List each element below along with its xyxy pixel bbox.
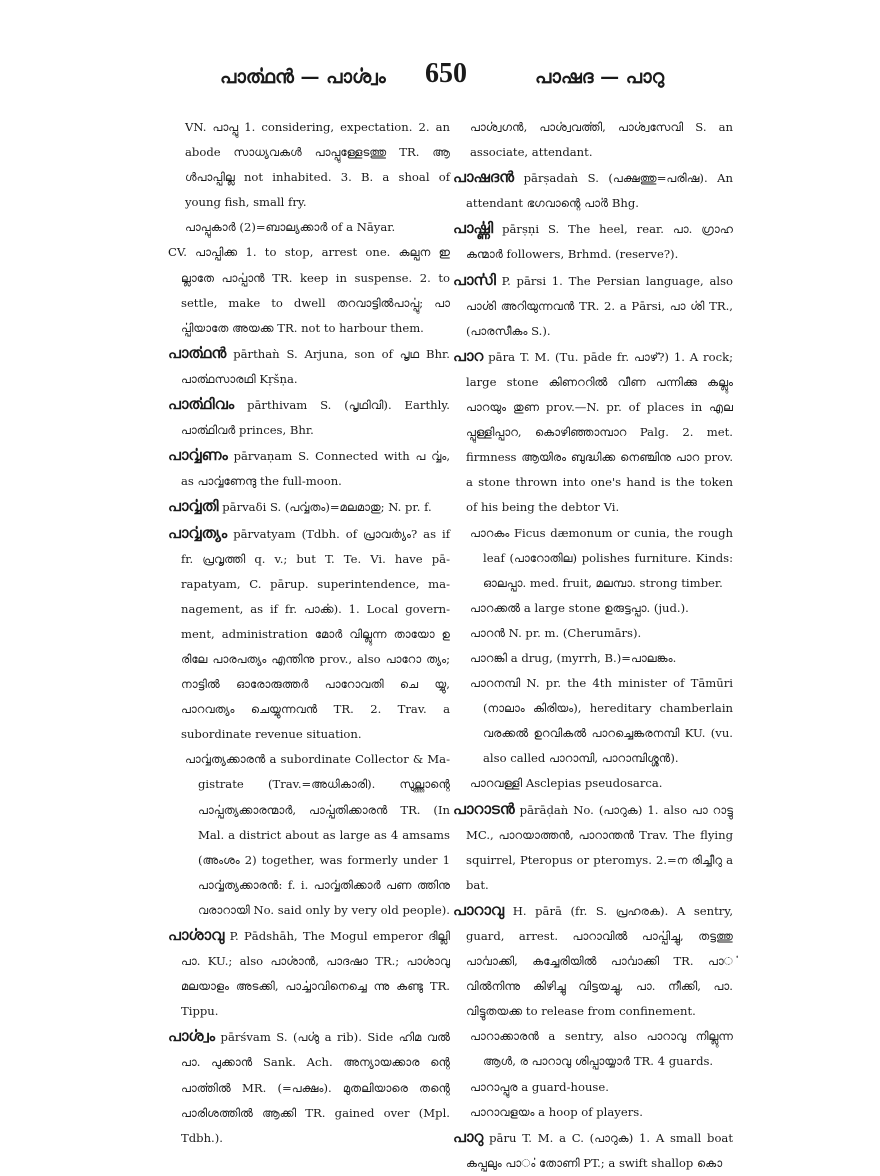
dictionary-entry bbox=[453, 1125, 733, 1176]
entry-headword: പാൎവ്വണം bbox=[168, 446, 228, 465]
entry-text: P. pārsi 1. The Persian language, also പാൎശി അറിയുന്നവൻ TR. 2. a Pārsi, പാ ൎശി TR., (പാരസീകം S.). bbox=[466, 273, 734, 338]
dictionary-entry bbox=[168, 341, 450, 392]
dictionary-entry bbox=[453, 268, 733, 344]
entry-headword: പാൎവ്വത്യം bbox=[168, 523, 228, 542]
entry-text: P. Pādshāh, The Mogul emperor ദില്ലി പാ. KU.; also പാൎശാൻ, പാദഷാ TR.; പാൎശാവു മലയാളം അടക്കി, പാൎച്ചാവിനെച്ചെ ന്നു കണ്ടു TR. Tippu. bbox=[181, 929, 450, 1019]
entry-text: pārāḍaǹ No. (പാറുക) 1. also പാ റാട്ടു MC., പാറയാത്തൻ, പാറാന്തൻ Trav. The flying squirrel, Pteropus or pteromys. 2.=ന രിച്ചീറു a bat. bbox=[466, 802, 734, 892]
entry-text: പാൎവ്വത്യക്കാരൻ a subordinate Collector & Ma- gistrate (Trav.=അധികാരി). സുല്ത്താന്റെ പാൎപ്പത്യക്കാരന്മാർ, പാൎപ്പതിക്കാരൻ TR. (In Mal. a district about as large as 4 amsams (അംശം 2) together, was formerly under 1 പാൎവ്വത്യക്കാരൻ: f. i. പാൎവ്വതിക്കാർ പണ ത്തിനു വരാറായി No. said only by very old people). bbox=[185, 752, 450, 917]
sub-entry bbox=[453, 671, 733, 771]
entry-headword: പാറ bbox=[453, 346, 484, 365]
entry-text: പാറവള്ളി Asclepias pseudosarca. bbox=[470, 776, 663, 791]
sub-entry bbox=[453, 1024, 733, 1074]
entry-text: VN. പാപ്പു 1. considering, expectation. 2. an abode സാധ്യവകൾ പാപ്പുള്ളേടത്തു TR. ആ ൾപാപ്പില്ല not inhabited. 3. B. a shoal of young fish, small fry. bbox=[185, 120, 450, 210]
entry-text: പാറാപ്പുര a guard-house. bbox=[470, 1079, 609, 1094]
entry-text: pārvaδi S. (പൎവ്വതം)=മലമാതു; N. pr. f. bbox=[222, 500, 432, 515]
entry-text: പാറാവളയം a hoop of players. bbox=[470, 1104, 643, 1119]
entry-text: പാൎശ്വഗൻ, പാൎശ്വവൎത്തി, പാൎശ്വസേവി S. an associate, attendant. bbox=[470, 120, 733, 160]
right-column bbox=[453, 115, 733, 1176]
dictionary-entry bbox=[168, 115, 450, 215]
entry-headword: പാൎശ്വം bbox=[168, 1027, 216, 1046]
entry-text: പാറനമ്പി N. pr. the 4th minister of Tāmūri (നാലാം കിരിയം), hereditary chamberlain വരക്കൽ ഉറവികൽ പാറച്ചെങ്കരനമ്പി KU. (vu. also called പാറാമ്പി, പാറാമ്പിശ്ശൻ). bbox=[470, 676, 733, 766]
header-left-guideword: പാൎത്ഥൻ — പാൎശ്വം bbox=[220, 66, 386, 88]
entry-text: pārśvam S. (പൎശു a rib). Side ഹിമ വൽ പാ. പുക്കാൻ Sank. Ach. അന്യായക്കാര ന്റെ പാൎത്തിൽ MR. (=പക്ഷം). മുതലിയാരെ തന്റെ പാരിശത്തിൽ ആക്കി TR. gained over (Mpl. Tdbh.). bbox=[181, 1030, 450, 1145]
sub-entry bbox=[453, 646, 733, 671]
entry-headword: പാൎത്ഥൻ bbox=[168, 343, 227, 362]
entry-text: പാറക്കൽ a large stone ഉരുട്ടപ്പാ. (jud.). bbox=[470, 600, 689, 615]
entry-headword: പാഷദൻ bbox=[453, 168, 515, 187]
sub-entry bbox=[453, 1075, 733, 1100]
entry-text: pārvaṇam S. Connected with പ ൎവ്വം, as പാൎവ്വണേന്ദു the full-moon. bbox=[181, 449, 451, 489]
dictionary-entry bbox=[168, 1024, 450, 1150]
entry-text: pāru T. M. a C. (പാറുക) 1. A small boat കപ്പലും പാൎം തോണി PT.; a swift shallop കൊ bbox=[466, 1130, 734, 1170]
entry-headword: പാൎശാവു bbox=[168, 926, 225, 944]
dictionary-entry bbox=[168, 392, 450, 443]
dictionary-entry bbox=[453, 165, 733, 216]
page-header bbox=[170, 58, 730, 98]
dictionary-entry bbox=[453, 115, 733, 165]
entry-headword: പാൎസി bbox=[453, 270, 496, 289]
entry-text: പാറങ്കി a drug, (myrrh, B.)=പാലങ്കം. bbox=[470, 650, 677, 665]
dictionary-entry bbox=[168, 923, 450, 1024]
entry-headword: പാറു bbox=[453, 1127, 484, 1146]
entry-text: pārthivam S. (പൃഥിവി). Earthly. പാൎത്ഥിവർ princes, Bhr. bbox=[181, 398, 450, 438]
entry-text: CV. പാപ്പിക്ക 1. to stop, arrest one. കല്പന ഇ ല്ലാതേ പാൎപ്പാൻ TR. keep in suspense. 2. to settle, make to dwell തറവാട്ടിൽപാൎപ്പു; പാ ൎപ്പിയാതേ അയക്ക TR. not to harbour them. bbox=[168, 245, 450, 335]
entry-headword: പാറാടൻ bbox=[453, 799, 515, 818]
entry-headword: പാറാവു bbox=[453, 900, 505, 919]
entry-text: പാറകം Ficus dæmonum or cunia, the rough leaf (പാറോതില) polishes furniture. Kinds: ഓലപ്പാ. med. fruit, മലമ്പാ. strong timber. bbox=[470, 525, 733, 590]
sub-entry bbox=[453, 596, 733, 621]
dictionary-entry bbox=[168, 240, 450, 340]
entry-text: പാറൻ N. pr. m. (Cherumārs). bbox=[470, 625, 642, 640]
sub-entry bbox=[168, 747, 450, 923]
entry-text: പാറാക്കാരൻ a sentry, also പാറാവു നില്ലുന്ന ആൾ, ര പാറാവു ശിപ്പായ്യാർ TR. 4 guards. bbox=[470, 1029, 733, 1069]
sub-entry bbox=[453, 1100, 733, 1125]
dictionary-entry bbox=[168, 494, 450, 520]
dictionary-entry bbox=[168, 443, 450, 494]
dictionary-entry bbox=[453, 797, 733, 898]
dictionary-entry bbox=[453, 898, 733, 1024]
entry-text: pāra T. M. (Tu. pāde fr. പാഴ്?) 1. A rock; large stone കിണററിൽ വീണ പന്നിക്കു കല്ലും പാറയും തുണ prov.—N. pr. of places in എല പ്പുള്ളിപ്പാറ, കൊഴിഞ്ഞാമ്പാറ Palg. 2. met. firmness ആയിരം ബുദ്ധിക്ക നെഞ്ചിനു പാറ prov. a stone thrown into one's hand is the token of his being the debtor Vi. bbox=[466, 349, 734, 515]
page-number: 650 bbox=[425, 58, 467, 89]
entry-headword: പാൎത്ഥിവം bbox=[168, 395, 235, 414]
sub-entry bbox=[453, 621, 733, 646]
dictionary-entry bbox=[168, 521, 450, 748]
entry-text: pārvatyam (Tdbh. of പ്രാവൎത്യം? as if fr. പ്രവൃത്തി q. v.; but T. Te. Vi. have pā- rapatyam, C. pārup. superintendence, ma- nagement, as if fr. പാൎക്ക). 1. Local govern- ment, administration മോർ വില്ലുന്ന തായോ ഉ രിലേ പാരപത്യം എന്തിനു prov., also പാറോ ത്യം; നാട്ടിൽ ഓരോരുത്തർ പാറോവതി ചെ യ്യു, പാറവത്യം ചെയ്യുന്നവൻ TR. 2. Trav. a subordinate revenue situation. bbox=[181, 526, 450, 742]
entry-text: pārṣṇi S. The heel, rear. പാ. ഗ്രാഹ കന്മാർ followers, Brhmd. (reserve?). bbox=[466, 222, 733, 262]
entry-headword: പാൎവ്വതി bbox=[168, 497, 219, 516]
sub-entry bbox=[453, 771, 733, 796]
entry-text: പാപ്പുകാർ (2)=ബാല്യക്കാർ of a Nāyar. bbox=[185, 220, 396, 235]
dictionary-entry bbox=[453, 216, 733, 267]
entry-text: pārṣadaǹ S. (പക്ഷത്തു=പരിഷ). An attendant ഭഗവാന്റെ പാൎർ Bhg. bbox=[466, 171, 733, 211]
left-column bbox=[168, 115, 450, 1151]
entry-text: pārthaǹ S. Arjuna, son of പൃഥ Bhr. പാൎത്ഥസാരഥി Kṛšṇa. bbox=[181, 346, 450, 386]
entry-text: H. pārā (fr. S. പ്രഹരക). A sentry, guard, arrest. പാറാവിൽ പാൎപ്പിച്ചു, തട്ടത്തു പാൎവാക്കി, കച്ചേരിയിൽ പാൎവാക്കി TR. പാൎ വിൽനിന്നു കിഴിച്ചു വിട്ടയച്ചു, പാ. നീക്കി, പാ. വിട്ടുതയക്ക to release from confinement. bbox=[466, 903, 734, 1019]
sub-entry bbox=[168, 215, 450, 240]
entry-headword: പാൎഷ്ണി bbox=[453, 219, 494, 238]
dictionary-entry bbox=[453, 344, 733, 521]
header-right-guideword: പാഷദ — പാറു bbox=[535, 66, 665, 88]
sub-entry bbox=[453, 521, 733, 596]
